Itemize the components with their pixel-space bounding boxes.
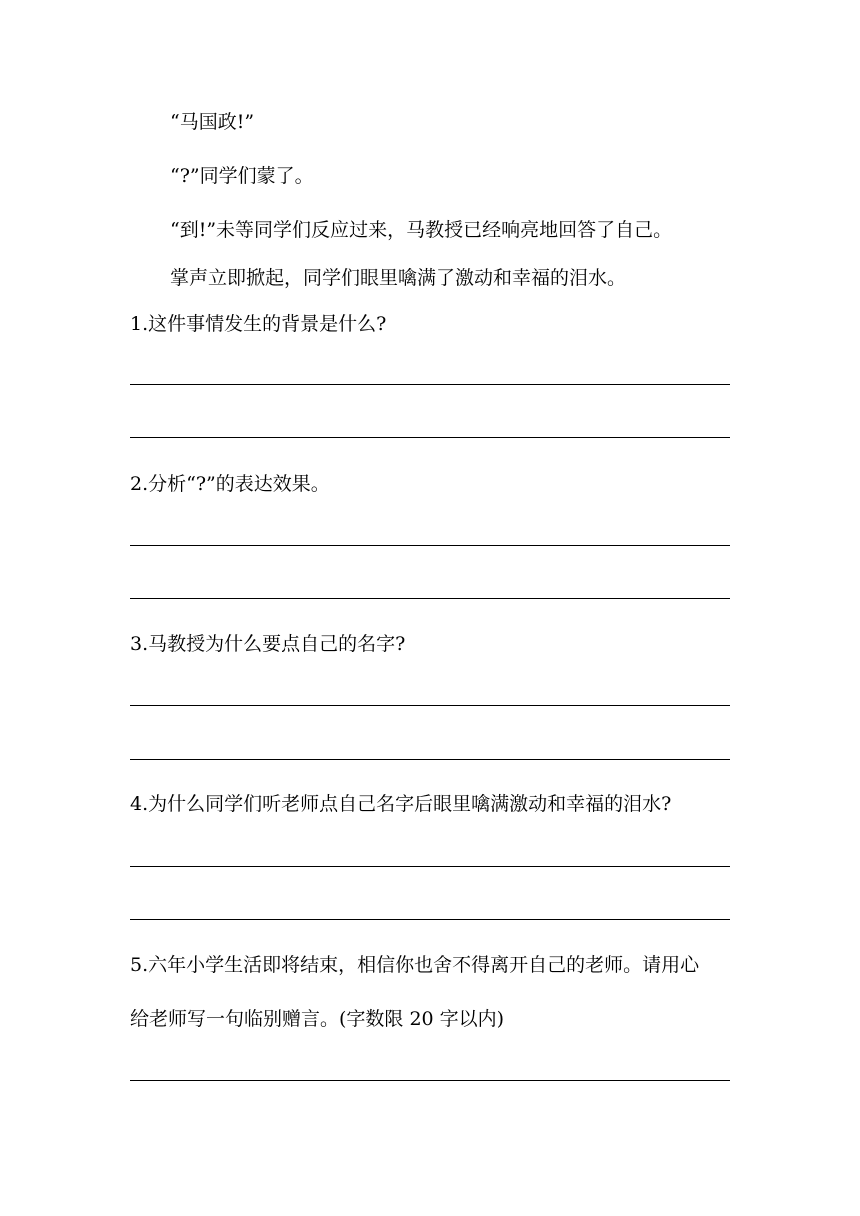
passage-line-3: “到!”未等同学们反应过来，马教授已经响亮地回答了自己。 [170,219,673,241]
answer-line-4a[interactable] [130,866,730,867]
answer-line-1a[interactable] [130,384,730,385]
question-2: 2.分析“?”的表达效果。 [130,473,330,495]
passage-line-1: “马国政!” [170,111,255,133]
question-5-line-2: 给老师写一句临别赠言。(字数限 20 字以内) [130,1008,505,1030]
question-5-line-1: 5.六年小学生活即将结束，相信你也舍不得离开自己的老师。请用心 [130,954,700,976]
answer-line-2a[interactable] [130,545,730,546]
answer-line-2b[interactable] [130,598,730,599]
answer-line-5[interactable] [130,1080,730,1081]
passage-line-2: “?”同学们蒙了。 [170,165,314,187]
answer-line-4b[interactable] [130,919,730,920]
answer-line-3b[interactable] [130,759,730,760]
answer-line-3a[interactable] [130,705,730,706]
question-4: 4.为什么同学们听老师点自己名字后眼里噙满激动和幸福的泪水? [130,793,672,815]
answer-line-1b[interactable] [130,437,730,438]
question-1: 1.这件事情发生的背景是什么? [130,313,387,335]
question-3: 3.马教授为什么要点自己的名字? [130,633,406,655]
passage-line-4: 掌声立即掀起，同学们眼里噙满了激动和幸福的泪水。 [170,267,627,289]
